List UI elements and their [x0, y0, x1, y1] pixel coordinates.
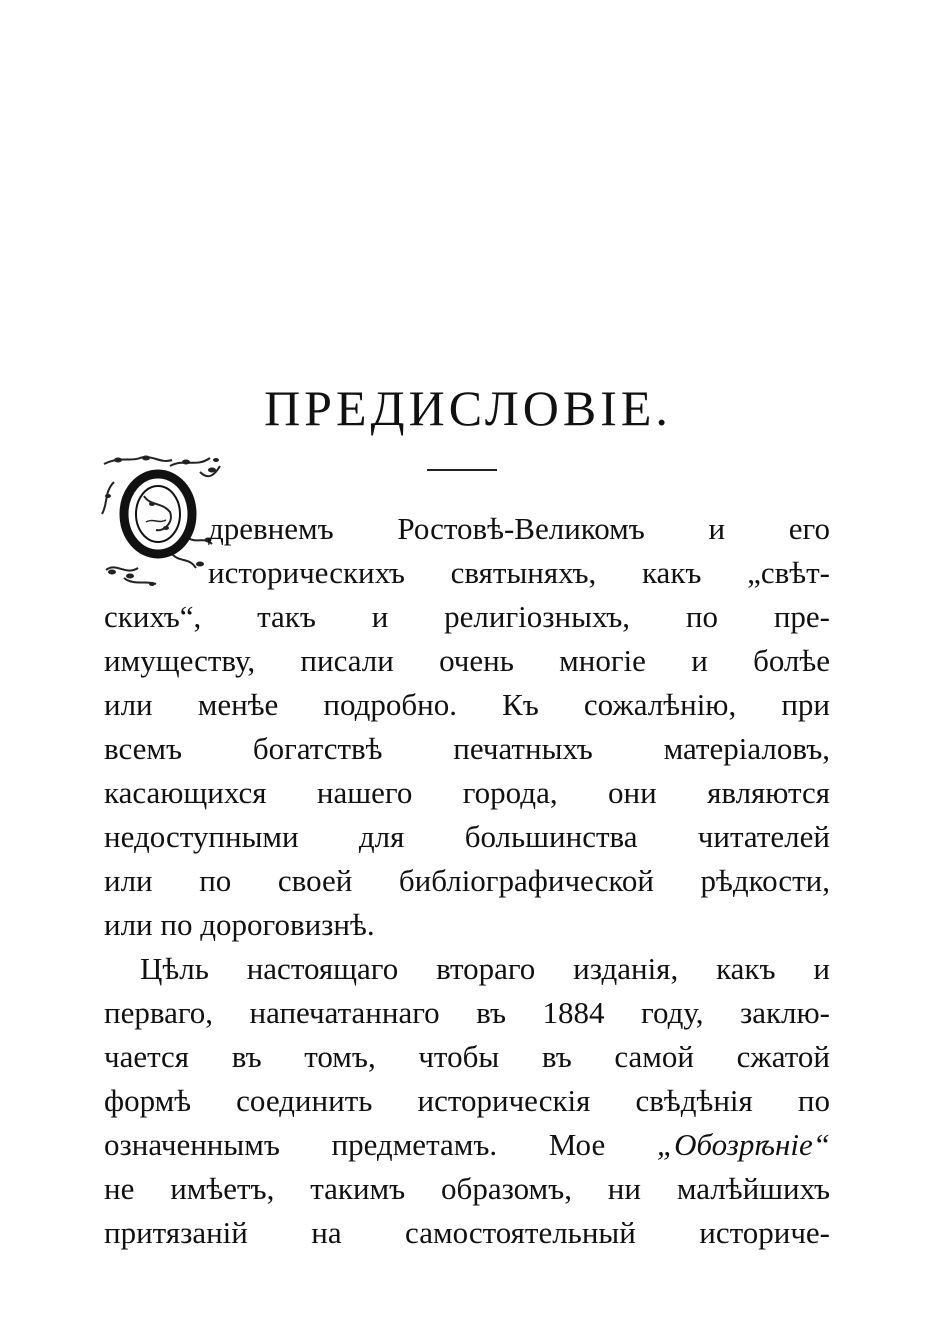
text-line: не имѣетъ, такимъ образомъ, ни малѣйшихъ: [104, 1171, 830, 1206]
text-line: чается въ томъ, чтобы въ самой сжатой: [104, 1039, 830, 1074]
text-line: древнемъ Ростовѣ-Великомъ и его: [208, 511, 830, 546]
text-line: историческихъ святыняхъ, какъ „свѣт-: [208, 555, 830, 590]
text-line: недоступными для большинства читателей: [104, 819, 830, 854]
text-line: имуществу, писали очень многіе и болѣе: [104, 643, 830, 678]
text-line: скихъ“, такъ и религіозныхъ, по пре-: [104, 599, 830, 634]
italic-title: „Обозрѣніе“: [656, 1127, 830, 1162]
text-line: притязаній на самостоятельный историче-: [104, 1215, 830, 1250]
text-line: перваго, напечатаннаго въ 1884 году, заклю-: [104, 995, 830, 1030]
ornamental-initial-o-icon: [100, 452, 224, 588]
page-title: ПРЕДИСЛОВІЕ.: [264, 380, 672, 436]
text-line: или менѣе подробно. Къ сожалѣнію, при: [104, 687, 830, 722]
text-segment: означеннымъ предметамъ. Мое: [104, 1127, 657, 1162]
text-line: или по своей библіографической рѣдкости,: [104, 863, 830, 898]
text-line: всемъ богатствѣ печатныхъ матеріаловъ,: [104, 731, 830, 766]
text-line: касающихся нашего города, они являются: [104, 775, 830, 810]
text-line: Цѣль настоящаго втораго изданія, какъ и: [140, 951, 830, 986]
text-line: или по дороговизнѣ.: [104, 907, 375, 942]
text-line: [104, 1123, 830, 1167]
text-line: формѣ соединить историческія свѣдѣнія по: [104, 1083, 830, 1118]
title-divider: [427, 469, 497, 471]
